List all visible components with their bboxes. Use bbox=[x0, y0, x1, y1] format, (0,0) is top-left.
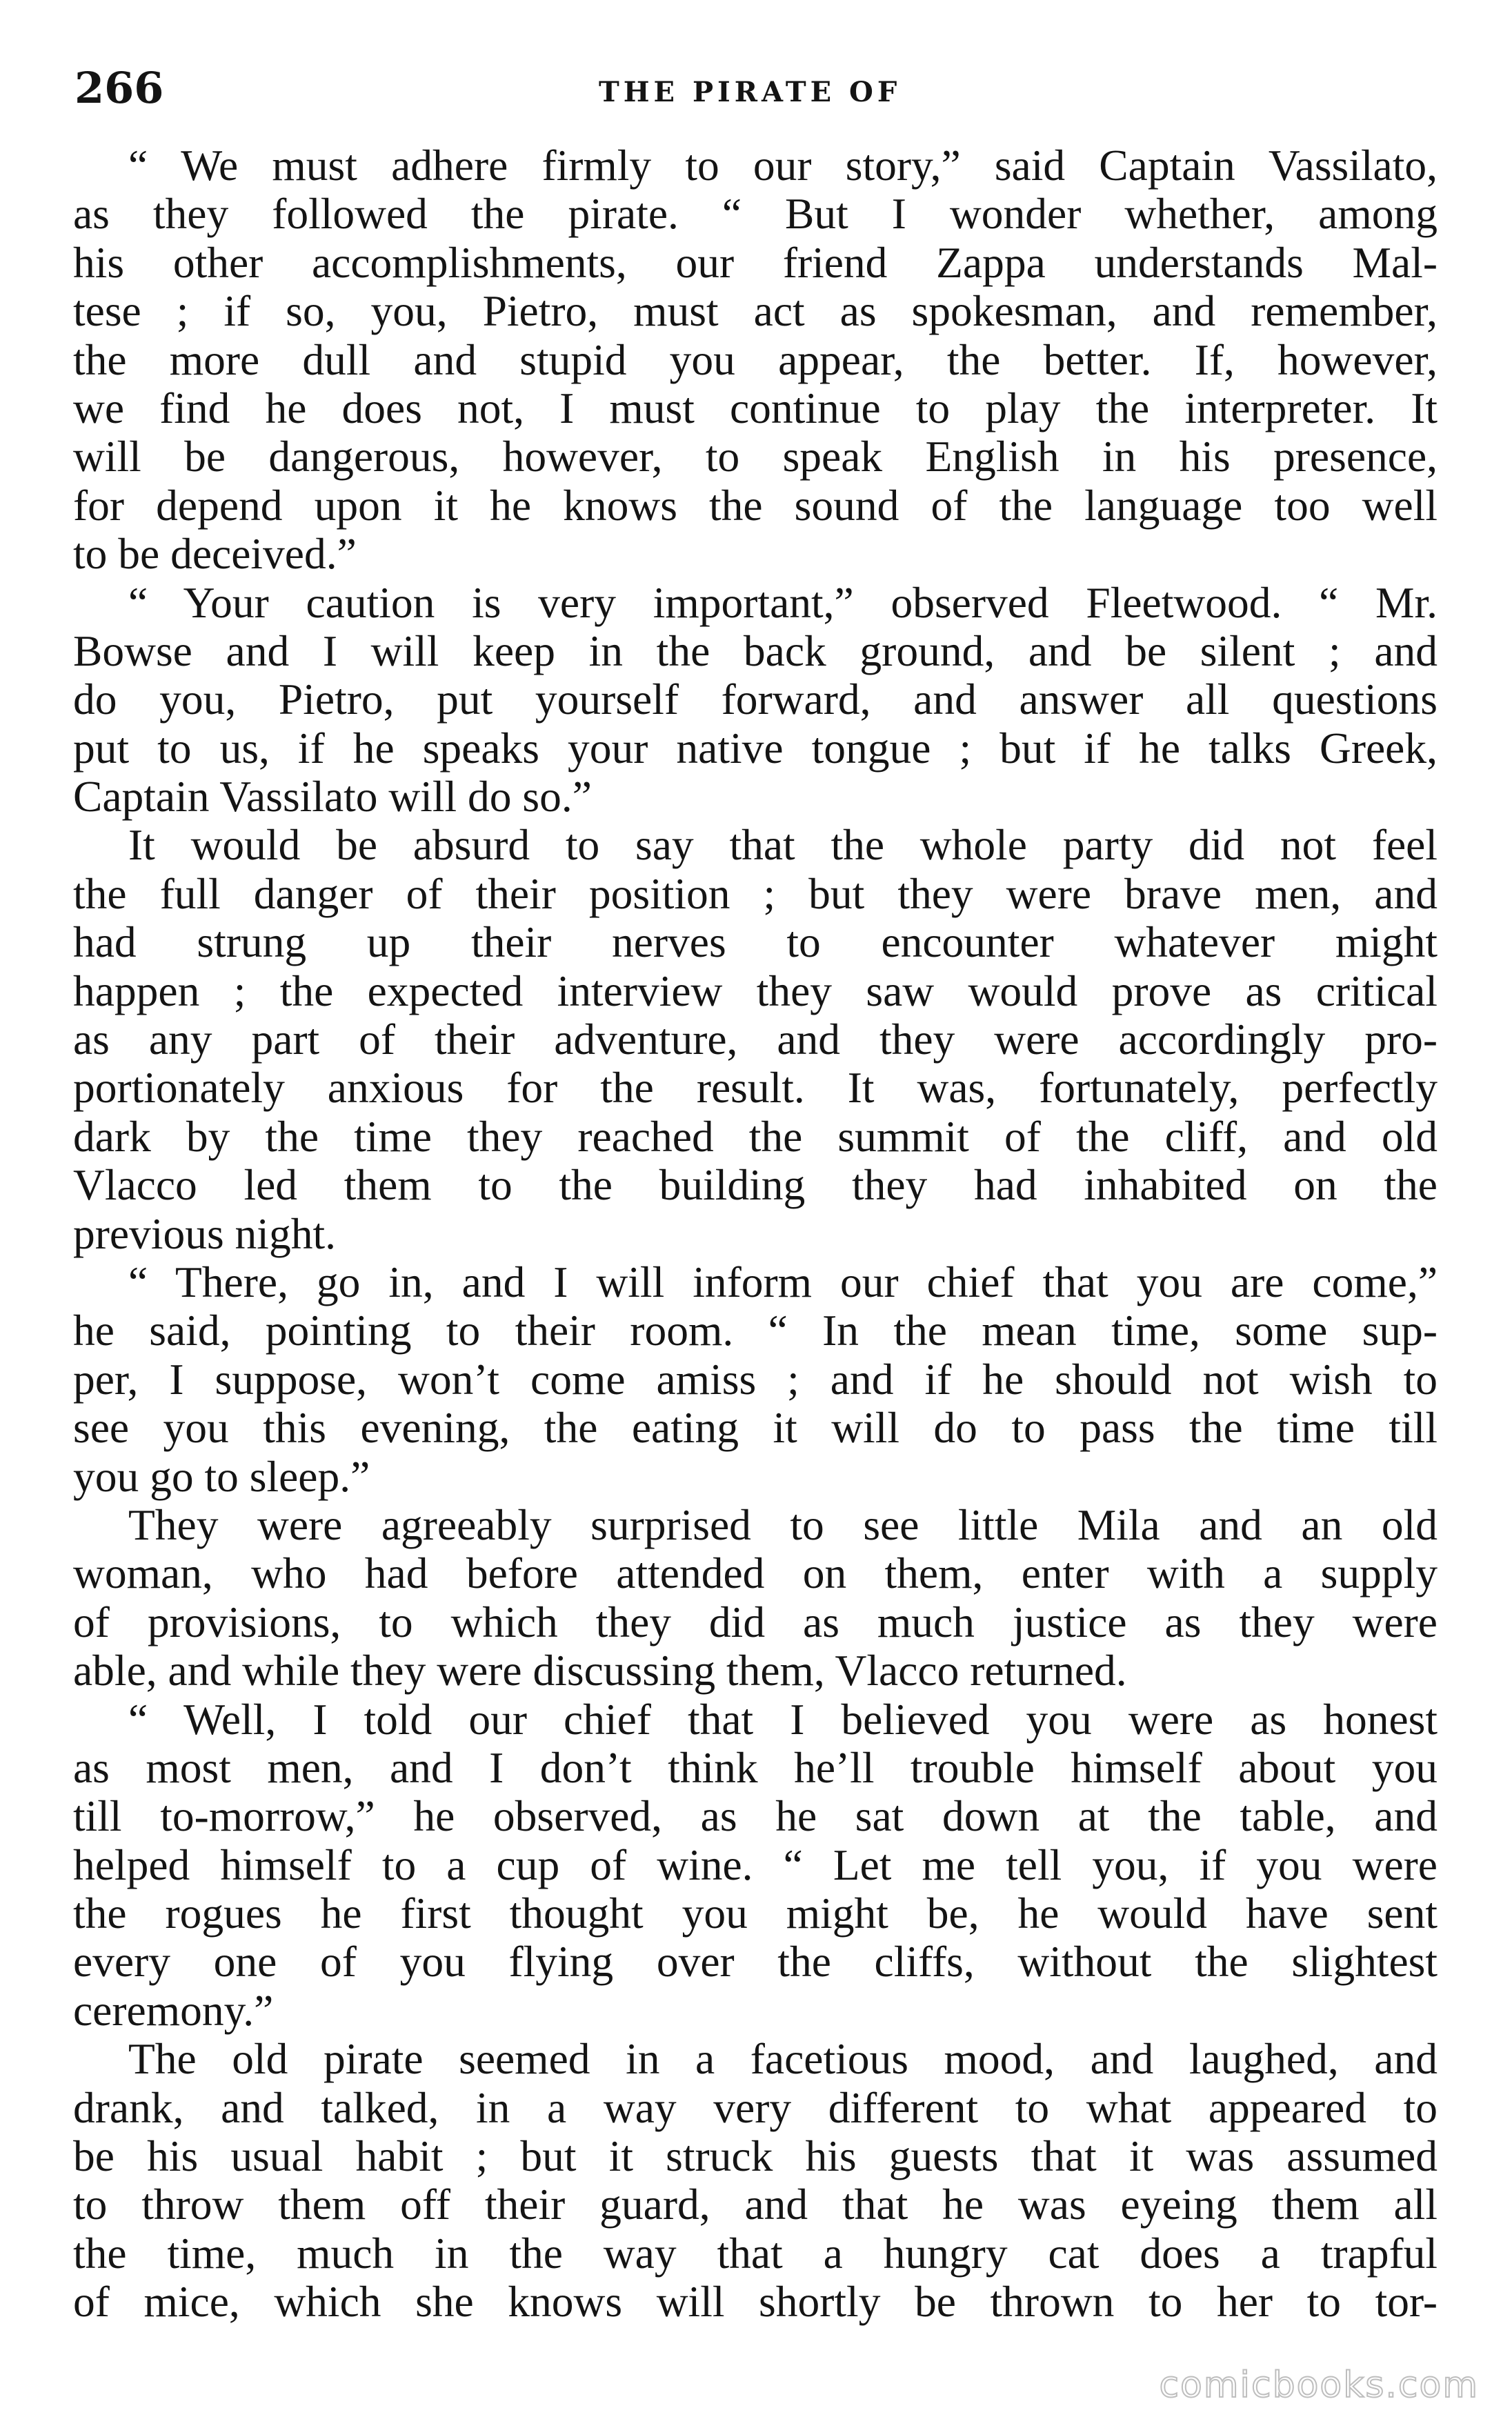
text-line: Bowse and I will keep in the back ground, and be silent ; and bbox=[73, 626, 1438, 675]
text-line: as most men, and I don’t think he’ll trouble himself about you bbox=[73, 1742, 1438, 1792]
text-line: “ There, go in, and I will inform our chief that you are come,” bbox=[128, 1257, 1438, 1306]
text-line: woman, who had before attended on them, enter with a supply bbox=[73, 1549, 1438, 1598]
text-line: It would be absurd to say that the whole party did not feel bbox=[128, 820, 1438, 870]
text-line: “ Well, I told our chief that I believed you were as honest bbox=[128, 1694, 1438, 1744]
text-line: “ Your caution is very important,” observed Fleetwood. “ Mr. bbox=[128, 577, 1438, 627]
text-line: of mice, which she knows will shortly be thrown to her to tor- bbox=[73, 2277, 1438, 2327]
text-line: do you, Pietro, put yourself forward, and answer all questions bbox=[73, 675, 1438, 724]
text-line: every one of you flying over the cliffs, without the slightest bbox=[73, 1937, 1438, 1987]
text-line: his other accomplishments, our friend Zappa understands Mal- bbox=[73, 237, 1438, 287]
text-line: the full danger of their position ; but they were brave men, and bbox=[73, 868, 1438, 918]
text-line: put to us, if he speaks your native tongue ; but if he talks Greek, bbox=[73, 723, 1438, 773]
text-line: helped himself to a cup of wine. “ Let me tell you, if you were bbox=[73, 1840, 1438, 1889]
text-line: of provisions, to which they did as much justice as they were bbox=[73, 1597, 1438, 1646]
text-line: the rogues he first thought you might be, he would have sent bbox=[73, 1889, 1438, 1938]
text-line: had strung up their nerves to encounter whatever might bbox=[73, 917, 1438, 967]
text-line: The old pirate seemed in a facetious mood, and laughed, and bbox=[128, 2034, 1438, 2084]
text-line: Captain Vassilato will do so.” bbox=[73, 772, 592, 822]
text-line: previous night. bbox=[73, 1208, 336, 1258]
text-line: see you this evening, the eating it will do to pass the time till bbox=[73, 1403, 1438, 1453]
text-line: the time, much in the way that a hungry cat does a trapful bbox=[73, 2228, 1438, 2278]
text-line: dark by the time they reached the summit of the cliff, and old bbox=[73, 1111, 1438, 1161]
text-line: Vlacco led them to the building they had inhabited on the bbox=[73, 1160, 1438, 1210]
running-title: THE PIRATE OF bbox=[599, 76, 902, 108]
text-line: till to-morrow,” he observed, as he sat down at the table, and bbox=[73, 1791, 1438, 1841]
text-line: drank, and talked, in a way very different to what appeared to bbox=[73, 2082, 1438, 2132]
text-line: to throw them off their guard, and that he was eyeing them all bbox=[73, 2180, 1438, 2229]
watermark: comicbooks.com bbox=[1159, 2365, 1479, 2406]
page-number: 266 bbox=[74, 63, 164, 113]
text-line: as any part of their adventure, and they were accordingly pro- bbox=[73, 1015, 1438, 1064]
text-line: per, I suppose, won’t come amiss ; and if he should not wish to bbox=[73, 1354, 1438, 1404]
text-line: able, and while they were discussing them, Vlacco returned. bbox=[73, 1646, 1127, 1695]
text-line: the more dull and stupid you appear, the better. If, however, bbox=[73, 335, 1438, 384]
text-line: to be deceived.” bbox=[73, 529, 357, 579]
text-line: happen ; the expected interview they saw would prove as critical bbox=[73, 966, 1438, 1015]
text-line: he said, pointing to their room. “ In the mean time, some sup- bbox=[73, 1306, 1438, 1355]
text-line: we find he does not, I must continue to play the interpreter. It bbox=[73, 383, 1438, 432]
body-text bbox=[73, 141, 1438, 2327]
text-line: as they followed the pirate. “ But I wonder whether, among bbox=[73, 189, 1438, 239]
text-line: They were agreeably surprised to see little Mila and an old bbox=[128, 1500, 1438, 1549]
text-line: tese ; if so, you, Pietro, must act as spokesman, and remember, bbox=[73, 286, 1438, 336]
text-line: portionately anxious for the result. It was, fortunately, perfectly bbox=[73, 1063, 1438, 1113]
text-line: will be dangerous, however, to speak English in his presence, bbox=[73, 432, 1438, 481]
text-line: for depend upon it he knows the sound of the language too well bbox=[73, 480, 1438, 530]
page-header bbox=[74, 61, 1443, 116]
text-line: ceremony.” bbox=[73, 1985, 274, 2035]
text-line: you go to sleep.” bbox=[73, 1451, 370, 1501]
text-line: be his usual habit ; but it struck his guests that it was assumed bbox=[73, 2131, 1438, 2181]
text-line: “ We must adhere firmly to our story,” said Captain Vassilato, bbox=[128, 141, 1438, 190]
